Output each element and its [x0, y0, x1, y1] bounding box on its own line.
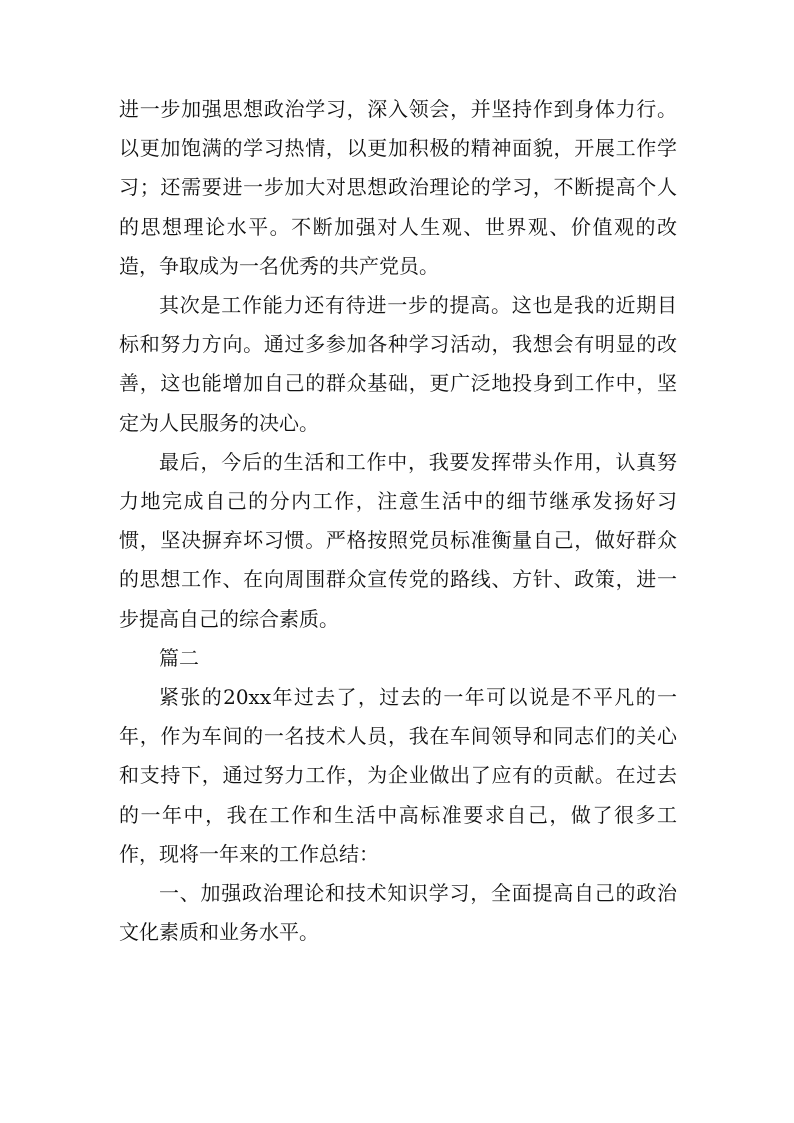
document-page — [119, 90, 677, 952]
paragraph-finally: 最后，今后的生活和工作中，我要发挥带头作用，认真努力地完成自己的分内工作，注意生活中的细节继承发扬好习惯，坚决摒弃坏习惯。严格按照党员标准衡量自己，做好群众的思想工作、在向周围群众宣传党的路线、方针、政策，进一步提高自己的综合素质。 — [119, 449, 677, 631]
paragraph-year-summary: 紧张的20xx年过去了，过去的一年可以说是不平凡的一年，作为车间的一名技术人员，我在车间领导和同志们的关心和支持下，通过努力工作，为企业做出了应有的贡献。在过去的一年中，我在工作和生活中高标准要求自己，做了很多工作，现将一年来的工作总结： — [119, 685, 677, 866]
section-heading-part-two: 篇二 — [159, 645, 199, 670]
paragraph-point-one: 一、加强政治理论和技术知识学习，全面提高自己的政治文化素质和业务水平。 — [119, 881, 677, 945]
paragraph-work-ability: 其次是工作能力还有待进一步的提高。这也是我的近期目标和努力方向。通过多参加各种学习活动，我想会有明显的改善，这也能增加自己的群众基础，更广泛地投身到工作中，坚定为人民服务的决心。 — [119, 293, 677, 435]
paragraph-continuation: 进一步加强思想政治学习，深入领会，并坚持作到身体力行。以更加饱满的学习热情，以更加积极的精神面貌，开展工作学习；还需要进一步加大对思想政治理论的学习，不断提高个人的思想理论水平。不断加强对人生观、世界观、价值观的改造，争取成为一名优秀的共产党员。 — [119, 97, 677, 278]
